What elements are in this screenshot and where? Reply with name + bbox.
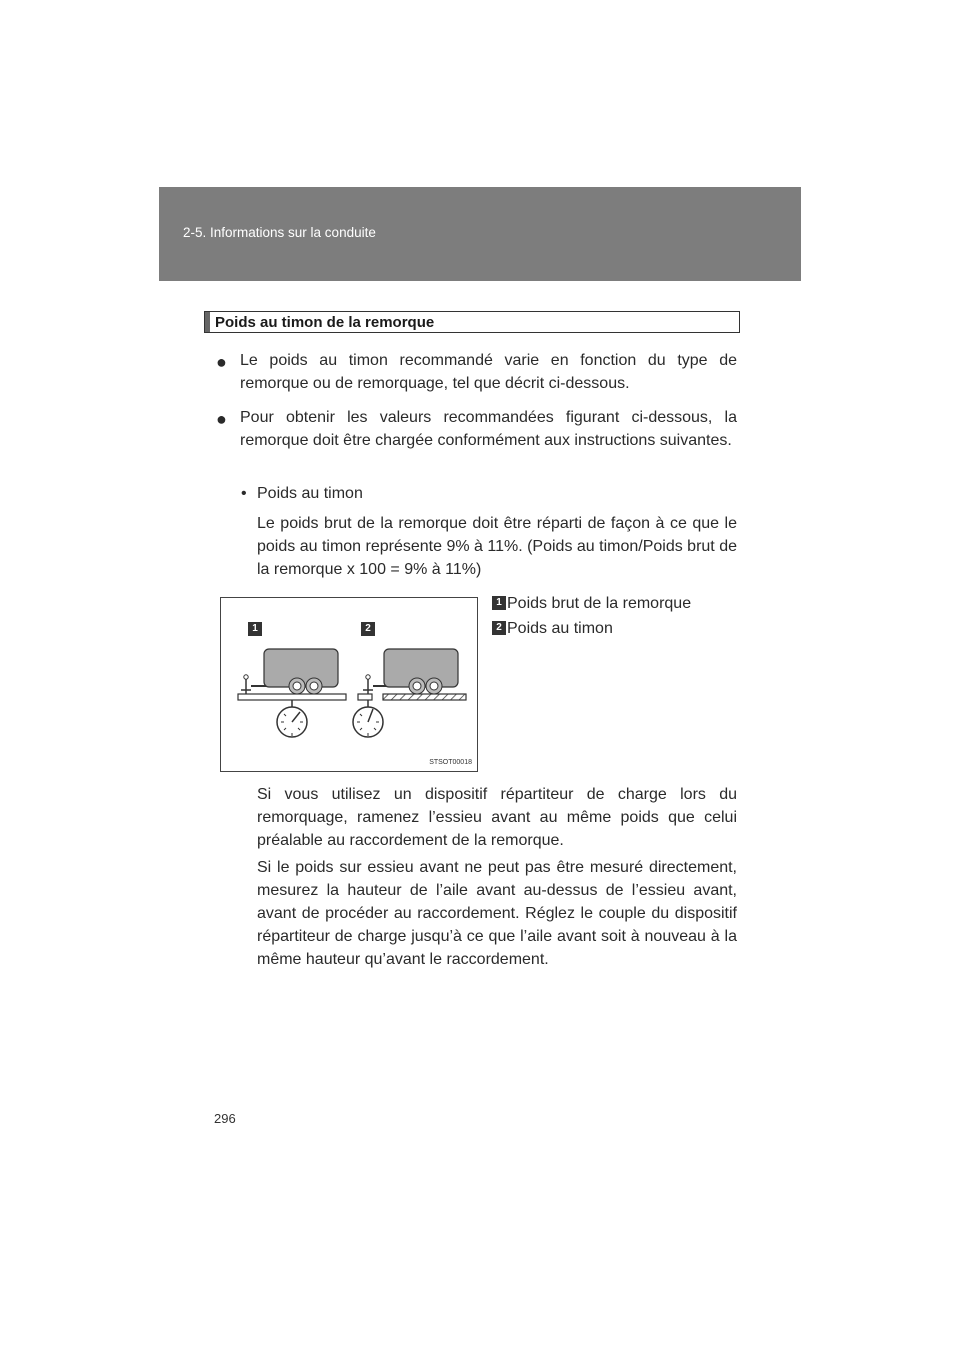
trailer-right-drawing	[353, 649, 466, 737]
legend-item-1	[492, 594, 691, 614]
sub-bullet-icon: •	[241, 485, 247, 502]
legend-label-2: Poids au timon	[507, 620, 613, 637]
header-band	[159, 187, 801, 281]
trailer-weight-figure	[220, 597, 478, 772]
page-number: 296	[214, 1111, 236, 1126]
legend-number-1: 1	[492, 596, 506, 610]
legend-item-2	[492, 619, 613, 639]
legend-label-1: Poids brut de la remorque	[507, 595, 692, 612]
trailer-illustration	[221, 598, 477, 771]
header-section-label: 2-5. Informations sur la conduite	[183, 225, 376, 240]
figure-marker-1: 1	[248, 622, 262, 636]
bullet-icon: ●	[216, 409, 227, 429]
sub-paragraph: Le poids brut de la remorque doit être réparti de façon à ce que le poids au timon représente 9% à 11%. (Poids au timon/Poids brut de la remorque x 100 = 9% à 11%)	[257, 515, 737, 578]
sub-bullet-label: Poids au timon	[257, 485, 363, 502]
section-title: Poids au timon de la remorque	[215, 314, 435, 331]
paragraph-front-axle: Si le poids sur essieu avant ne peut pas être mesuré directement, mesurez la hauteur de l’aile avant au-dessus de l’essieu avant, avant de procéder au raccordement. Réglez le couple du dispositif répartiteur de charge jusqu’à ce que l’aile avant soit à nouveau à la même hauteur qu’avant le raccordement.	[257, 859, 737, 968]
figure-code: STSOT00018	[429, 759, 472, 766]
bullet-2-text: Pour obtenir les valeurs recommandées figurant ci-dessous, la remorque doit être chargée conformément aux instructions suivantes.	[240, 409, 737, 449]
section-title-box	[204, 311, 740, 333]
figure-marker-2: 2	[361, 622, 375, 636]
bullet-1-text: Le poids au timon recommandé varie en fonction du type de remorque ou de remorquage, tel que décrit ci-dessous.	[240, 352, 737, 392]
legend-number-2: 2	[492, 621, 506, 635]
paragraph-load-distribution: Si vous utilisez un dispositif répartiteur de charge lors du remorquage, ramenez l’essieu avant au même poids que celui préalable au raccordement de la remorque.	[257, 786, 737, 849]
section-title-bar	[205, 312, 210, 332]
trailer-left-drawing	[238, 649, 346, 737]
bullet-icon: ●	[216, 352, 227, 372]
